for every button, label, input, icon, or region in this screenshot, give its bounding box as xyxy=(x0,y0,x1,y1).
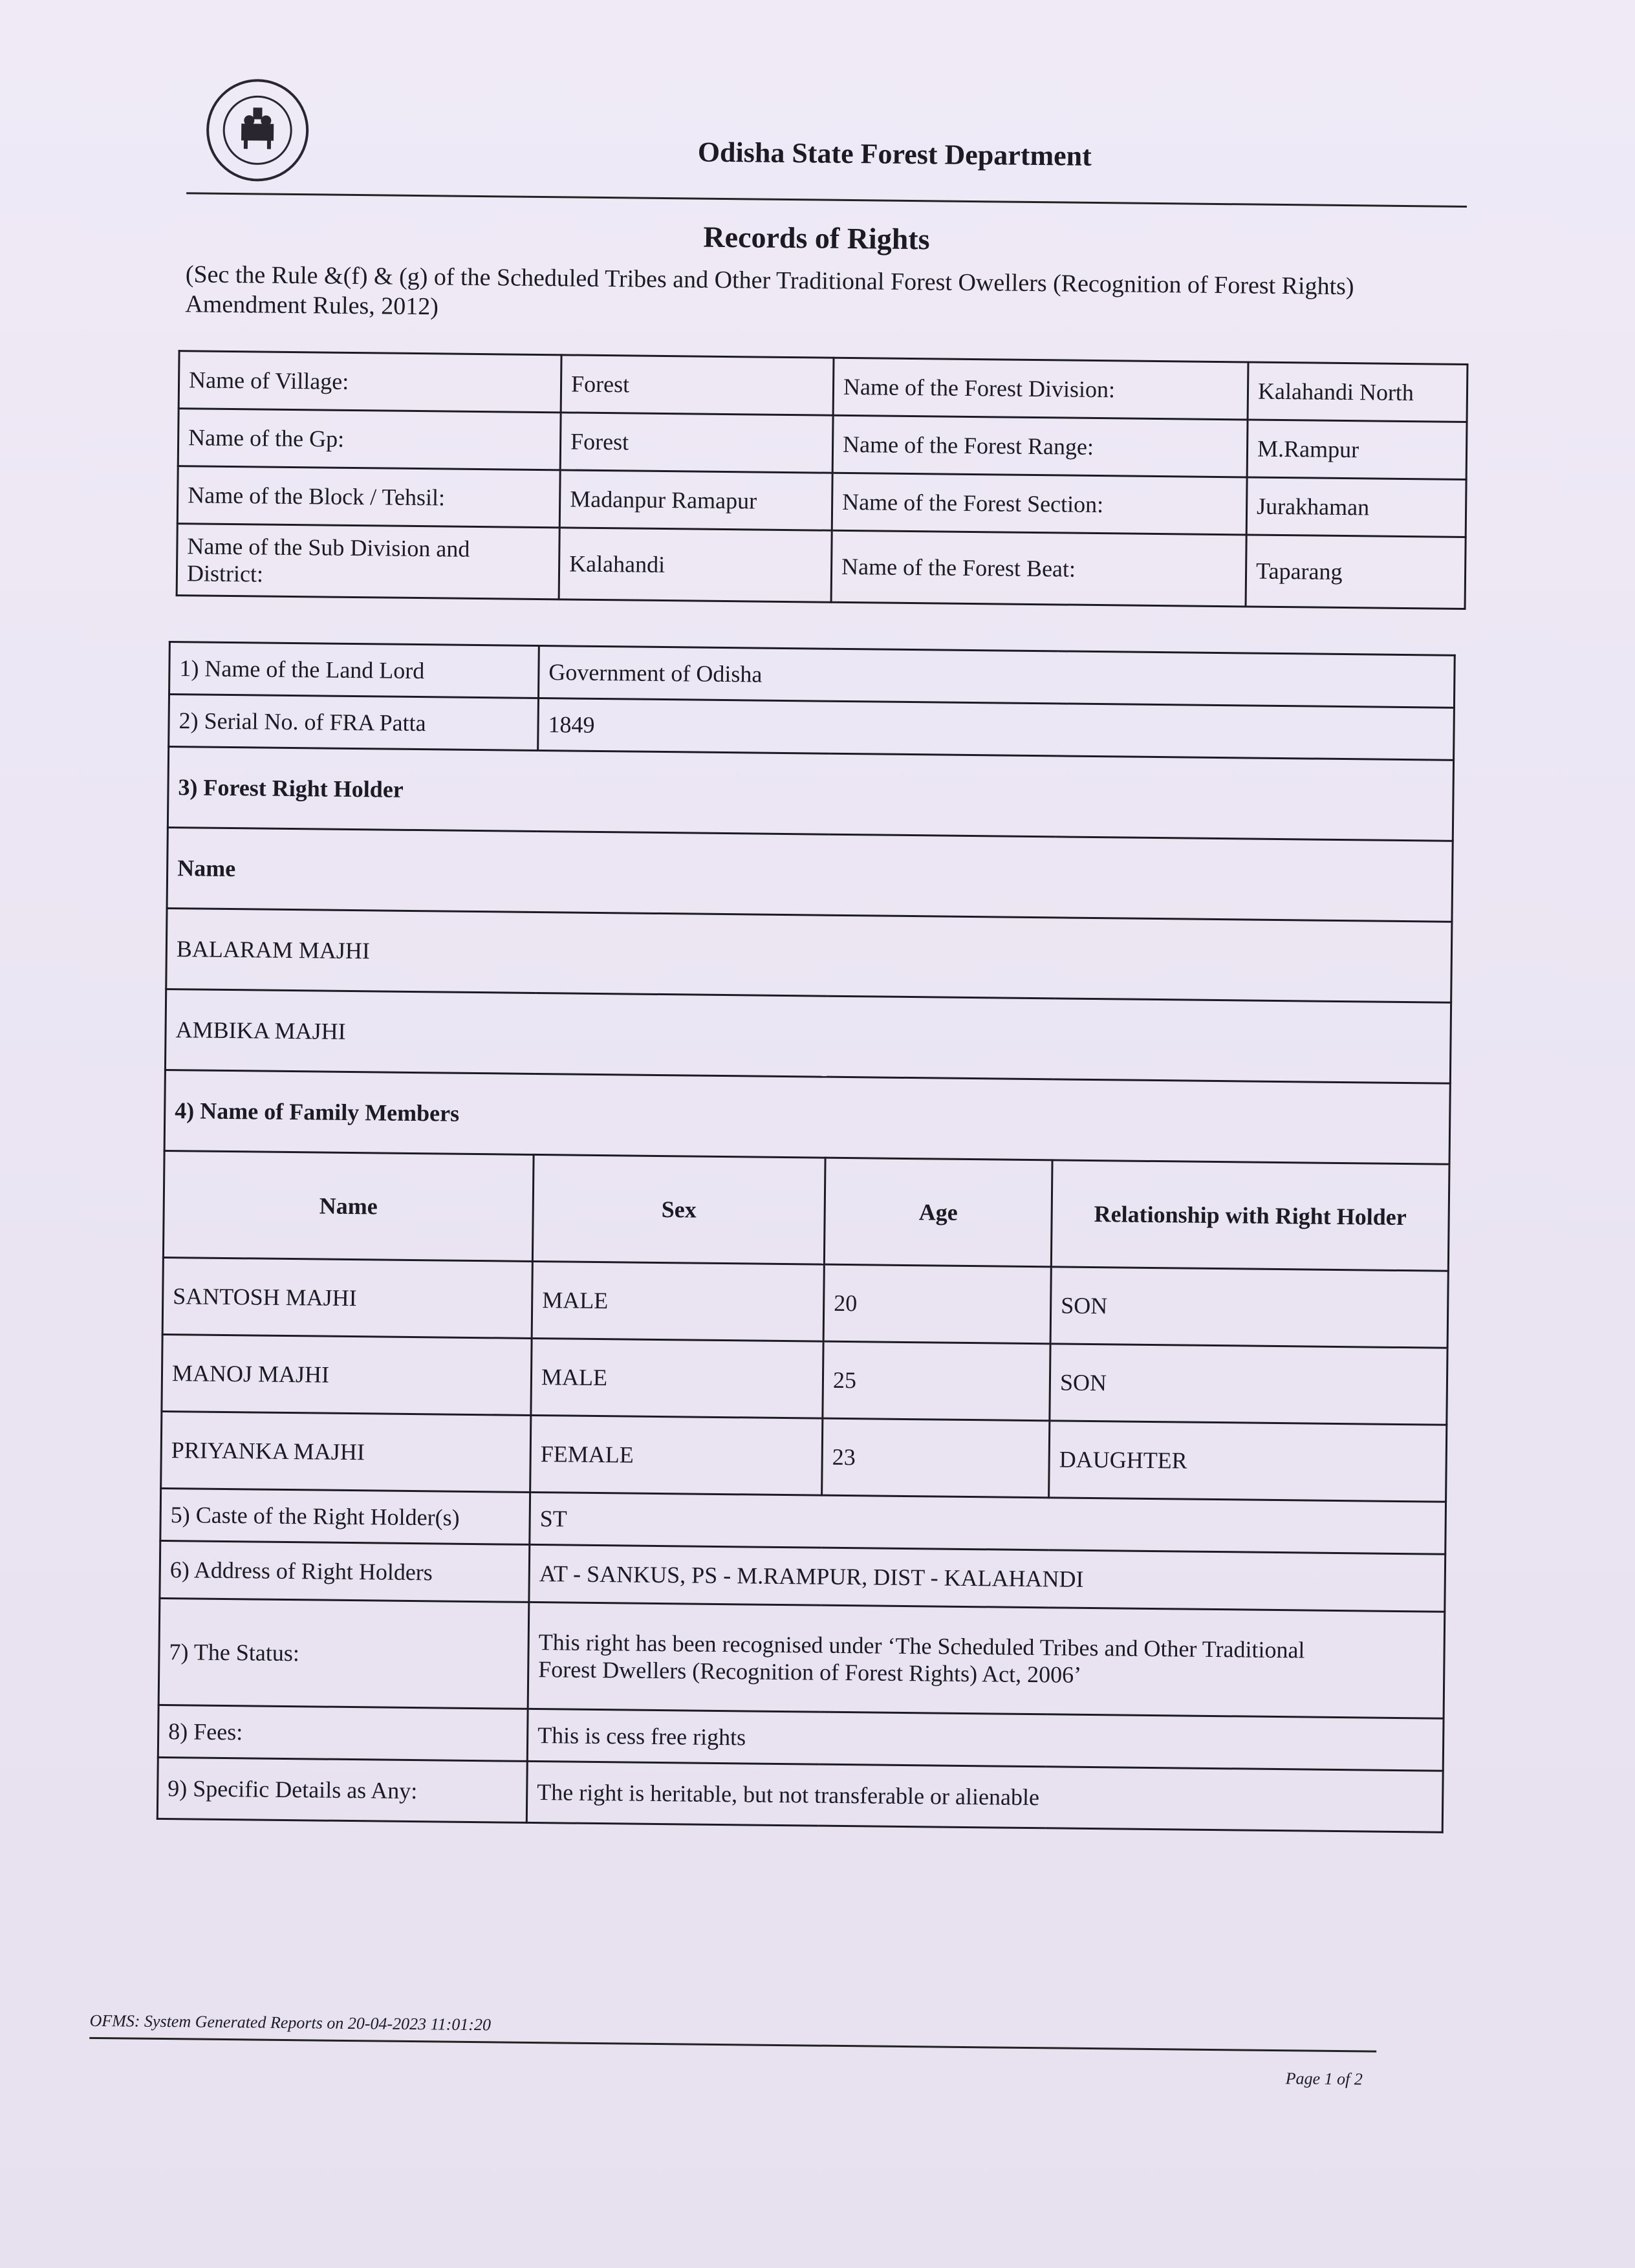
beat-label: Name of the Forest Beat: xyxy=(831,530,1246,607)
address-value: AT - SANKUS, PS - M.RAMPUR, DIST - KALAHANDI xyxy=(529,1544,1446,1612)
family-row xyxy=(161,1411,1447,1502)
details-label: 9) Specific Details as Any: xyxy=(157,1757,527,1822)
location-table xyxy=(176,350,1469,610)
serial-label: 2) Serial No. of FRA Patta xyxy=(169,695,539,751)
family-age: 20 xyxy=(823,1264,1051,1344)
division-value: Kalahandi North xyxy=(1248,362,1467,422)
family-relation: SON xyxy=(1050,1344,1447,1425)
footer-generated: OFMS: System Generated Reports on 20-04-2023 11:01:20 xyxy=(89,2011,492,2035)
family-sex: FEMALE xyxy=(530,1415,823,1495)
family-header-sex: Sex xyxy=(532,1154,825,1264)
family-header-age: Age xyxy=(824,1158,1052,1267)
header-divider xyxy=(186,192,1467,208)
record-sheet xyxy=(88,78,1475,2200)
division-label: Name of the Forest Division: xyxy=(833,358,1248,420)
status-value xyxy=(528,1602,1445,1718)
serial-value: 1849 xyxy=(538,698,1455,760)
document-subtitle: (Sec the Rule &(f) & (g) of the Scheduled Tribes and Other Traditional Forest Owellers (Recognition of Forest Rights) Amendment Rules, 2012) xyxy=(185,261,1354,321)
caste-label: 5) Caste of the Right Holder(s) xyxy=(160,1488,530,1544)
footer-page-number: Page 1 of 2 xyxy=(1285,2069,1363,2089)
section-label: Name of the Forest Section: xyxy=(832,473,1247,535)
village-value: Forest xyxy=(561,355,834,415)
fees-value: This is cess free rights xyxy=(527,1709,1444,1771)
footer-divider xyxy=(89,2037,1376,2053)
fees-label: 8) Fees: xyxy=(158,1705,528,1761)
block-label: Name of the Block / Tehsil: xyxy=(177,466,560,528)
landlord-label: 1) Name of the Land Lord xyxy=(169,642,539,698)
landlord-value: Government of Odisha xyxy=(538,645,1455,707)
beat-value: Taparang xyxy=(1246,535,1466,609)
family-age: 25 xyxy=(823,1341,1050,1421)
family-header-name: Name xyxy=(163,1150,534,1261)
range-label: Name of the Forest Range: xyxy=(832,415,1248,477)
village-label: Name of Village: xyxy=(179,351,561,413)
subdiv-label: Name of the Sub Division and District: xyxy=(177,524,559,599)
status-label: 7) The Status: xyxy=(158,1598,529,1709)
family-relation: SON xyxy=(1050,1267,1448,1348)
status-line-1: This right has been recognised under ‘The Scheduled Tribes and Other Traditional xyxy=(538,1629,1305,1663)
family-header-relation: Relationship with Right Holder xyxy=(1051,1160,1449,1271)
family-row xyxy=(162,1257,1448,1348)
holder-name-1: BALARAM MAJHI xyxy=(166,908,1452,1002)
family-sex: MALE xyxy=(532,1261,824,1341)
holder-name-header: Name xyxy=(167,827,1453,922)
status-line-2: Forest Dwellers (Recognition of Forest Rights) Act, 2006’ xyxy=(538,1656,1082,1688)
family-heading: 4) Name of Family Members xyxy=(164,1070,1450,1164)
family-name: MANOJ MAJHI xyxy=(162,1334,532,1415)
holder-heading: 3) Forest Right Holder xyxy=(168,747,1453,841)
odisha-emblem-icon xyxy=(206,79,309,182)
family-row xyxy=(162,1334,1447,1425)
department-title: Odisha State Forest Department xyxy=(697,136,1092,172)
details-value: The right is heritable, but not transferable or alienable xyxy=(526,1761,1443,1832)
document-title: Records of Rights xyxy=(703,220,930,256)
gp-value: Forest xyxy=(560,413,833,473)
family-age: 23 xyxy=(822,1418,1050,1498)
rights-table xyxy=(157,641,1456,1833)
family-relation: DAUGHTER xyxy=(1049,1421,1447,1502)
family-name: PRIYANKA MAJHI xyxy=(161,1411,531,1492)
caste-value: ST xyxy=(530,1492,1446,1554)
range-value: M.Rampur xyxy=(1247,420,1467,480)
family-sex: MALE xyxy=(531,1338,823,1418)
address-label: 6) Address of Right Holders xyxy=(160,1540,530,1602)
section-value: Jurakhaman xyxy=(1246,477,1466,537)
block-value: Madanpur Ramapur xyxy=(559,470,832,530)
subdiv-value: Kalahandi xyxy=(559,528,832,602)
gp-label: Name of the Gp: xyxy=(178,409,561,470)
family-name: SANTOSH MAJHI xyxy=(162,1257,532,1338)
holder-name-2: AMBIKA MAJHI xyxy=(165,989,1451,1083)
